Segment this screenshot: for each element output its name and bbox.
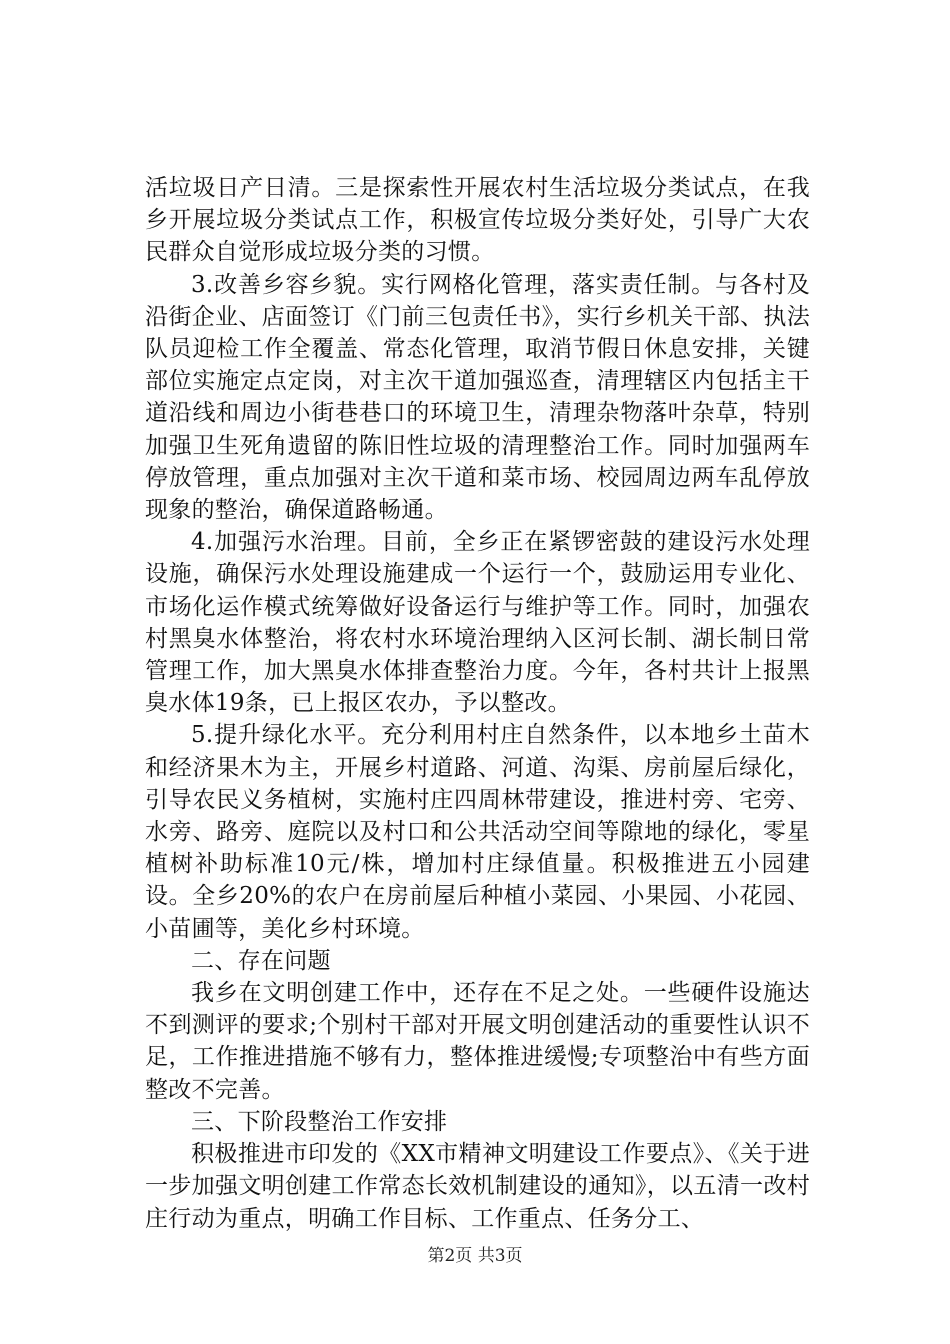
paragraph-item-5: 5.提升绿化水平。充分利用村庄自然条件，以本地乡土苗木和经济果木为主，开展乡村道路、河道、沟渠、房前屋后绿化，引导农民义务植树，实施村庄四周林带建设，推进村旁、宅旁、水旁、路旁、庭院以及村口和公共活动空间等隙地的绿化，零星植树补助标准10元/株，增加村庄绿值量。积极推进五小园建设。全乡20%的农户在房前屋后种植小菜园、小果园、小花园、小苗圃等，美化乡村环境。 <box>145 722 810 942</box>
paragraph-next-steps: 积极推进市印发的《XX市精神文明建设工作要点》、《关于进一步加强文明创建工作常态长效机制建设的通知》，以五清一改村庄行动为重点，明确工作目标、工作重点、任务分工、 <box>145 1141 810 1232</box>
paragraph-item-3: 3.改善乡容乡貌。实行网格化管理，落实责任制。与各村及沿街企业、店面签订《门前三包责任书》，实行乡机关干部、执法队员迎检工作全覆盖、常态化管理，取消节假日休息安排，关键部位实施定点定岗，对主次干道加强巡查，清理辖区内包括主干道沿线和周边小街巷巷口的环境卫生，清理杂物落叶杂草，特别加强卫生死角遗留的陈旧性垃圾的清理整治工作。同时加强两车停放管理，重点加强对主次干道和菜市场、校园周边两车乱停放现象的整治，确保道路畅通。 <box>145 271 810 524</box>
page-number-footer: 第2页 共3页 <box>427 1246 523 1266</box>
paragraph-item-4: 4.加强污水治理。目前，全乡正在紧锣密鼓的建设污水处理设施，确保污水处理设施建成一个运行一个，鼓励运用专业化、市场化运作模式统筹做好设备运行与维护等工作。同时，加强农村黑臭水体整治，将农村水环境治理纳入区河长制、湖长制日常管理工作，加大黑臭水体排查整治力度。今年，各村共计上报黑臭水体19条，已上报区农办，予以整改。 <box>145 529 810 717</box>
section-heading-problems: 二、存在问题 <box>191 947 331 974</box>
paragraph-continuation: 活垃圾日产日清。三是探索性开展农村生活垃圾分类试点，在我乡开展垃圾分类试点工作，积极宣传垃圾分类好处，引导广大农民群众自觉形成垃圾分类的习惯。 <box>145 175 810 266</box>
paragraph-problems: 我乡在文明创建工作中，还存在不足之处。一些硬件设施达不到测评的要求;个别村干部对开展文明创建活动的重要性认识不足，工作推进措施不够有力，整体推进缓慢;专项整治中有些方面整改不完善。 <box>145 980 810 1103</box>
section-heading-next-steps: 三、下阶段整治工作安排 <box>191 1108 448 1135</box>
page-body <box>145 172 810 1235</box>
